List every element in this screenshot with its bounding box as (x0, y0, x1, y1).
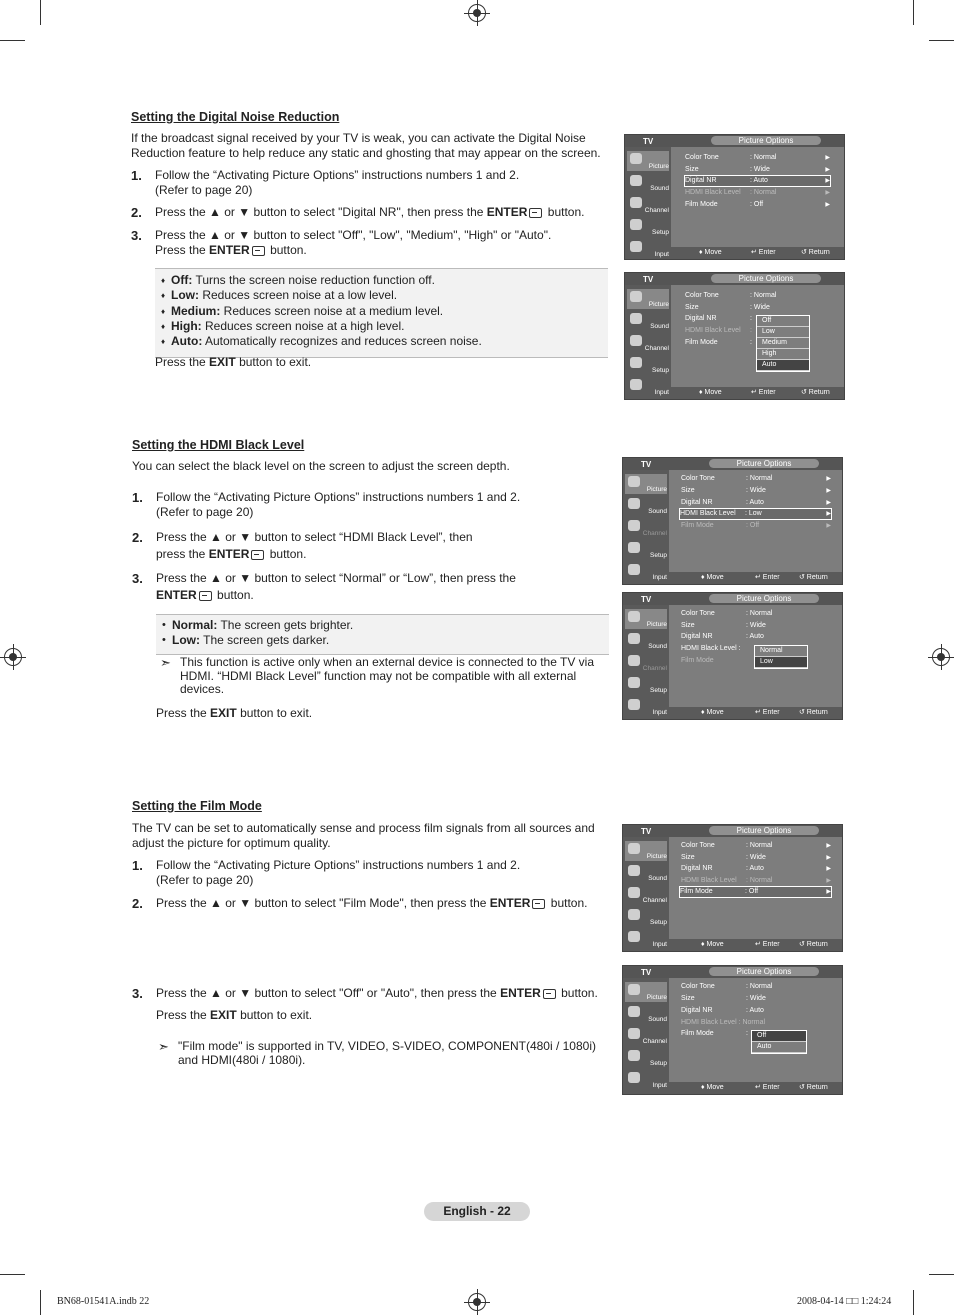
note-text: This function is active only when an external device is connected to the TV via HDMI. “HDMI Black Level” function may not be compatible with all external devices. (180, 655, 595, 696)
hdmi-heading: Setting the HDMI Black Level (132, 438, 305, 452)
sound-icon (630, 175, 642, 186)
osd-side-label: Sound (650, 185, 669, 192)
dropdown-option: Auto (752, 1042, 806, 1053)
osd-side-input: Input (625, 562, 667, 582)
step-text: Press the ▲ or ▼ button to select “Normal” or “Low”, then press the (156, 571, 516, 585)
osd-side-picture: Picture (627, 289, 669, 309)
osd-side-input: Input (627, 377, 669, 397)
step-text: button. (270, 243, 307, 257)
step-number: 1. (132, 490, 143, 505)
film-intro: The TV can be set to automatically sense and process film signals from all sources and adjust the picture for optimum quality. (132, 821, 595, 850)
dnr-intro: If the broadcast signal received by your TV is weak, you can activate the Digital Noise Reduction feature to help reduce any static and ghosting that may appear on the screen. (131, 131, 601, 160)
osd-side-setup: Setup (625, 907, 667, 927)
osd-header: TV Picture Options (623, 458, 842, 470)
enter-key-label: ENTER (486, 205, 528, 219)
osd-title: Picture Options (711, 136, 821, 145)
osd-side-sound: Sound (625, 863, 667, 883)
osd-row: HDMI Black Level : Normal ▶ (681, 877, 831, 884)
osd-row: Color Tone : Normal ▶ (681, 475, 831, 482)
dnr-step-2 (131, 205, 625, 220)
setup-icon (630, 219, 642, 230)
osd-side-input: Input (625, 929, 667, 949)
osd-row: Film Mode : (685, 339, 752, 346)
osd-row: Digital NR : Auto (681, 633, 764, 640)
osd-row: Film Mode : Off ▶ (685, 201, 830, 208)
setup-icon (628, 1050, 640, 1061)
option-text: Reduces screen noise at a high level. (201, 318, 405, 333)
osd-row: Size : Wide ▶ (681, 854, 831, 861)
step-number: 2. (131, 205, 142, 220)
note-arrow-icon: ➣ (160, 655, 171, 670)
dropdown-option: Low (757, 327, 809, 338)
sound-icon (628, 865, 640, 876)
sound-icon (628, 1006, 640, 1017)
osd-header (625, 135, 844, 147)
osd-screen (622, 457, 843, 585)
sound-icon (630, 313, 642, 324)
step-text: Press the ▲ or ▼ button to select "Off", "Low", "Medium", "High" or "Auto". Press the (155, 228, 552, 257)
option-label: High: (171, 318, 202, 333)
osd-footer: ♦ Move ↵ Enter ↺ Return (669, 572, 842, 584)
option-label: Off: (171, 273, 193, 287)
osd-row: HDMI Black Level : Normal ▶ (685, 189, 830, 196)
osd-screen (624, 134, 845, 260)
osd-sidebar (623, 605, 669, 719)
osd-side-sound (627, 173, 669, 193)
dropdown-option: High (757, 349, 809, 360)
hdmi-step-3 (132, 570, 516, 604)
registration-mark-icon (932, 648, 950, 666)
osd-side-label: Input (654, 251, 669, 258)
crop-mark (40, 0, 41, 25)
osd-side-input: Input (625, 1070, 667, 1090)
option-text: Automatically recognizes and reduces screen noise. (202, 334, 482, 349)
crop-mark (913, 0, 914, 25)
osd-footer: ♦ Move ↵ Enter ↺ Return (669, 707, 842, 719)
osd-screen (622, 965, 843, 1095)
footer-timestamp: 2008-04-14 □□ 1:24:24 (797, 1296, 892, 1307)
osd-side-picture: Picture (625, 841, 667, 861)
dropdown-option-selected: Off (752, 1031, 806, 1042)
channel-icon (630, 335, 642, 346)
film-step-3: 3. Press the ▲ or ▼ button to select "Off" or "Auto", then press the ENTER button. (132, 986, 598, 1001)
osd-sidebar (625, 285, 671, 399)
osd-footer: ♦ Move ↵ Enter ↺ Return (671, 247, 844, 259)
dropdown-option-selected: Auto (757, 360, 809, 371)
osd-row: Size : Wide (681, 995, 766, 1002)
osd-row: HDMI Black Level : (681, 645, 741, 652)
osd-footer: ♦ Move ↵ Enter ↺ Return (669, 939, 842, 951)
page-number: English - 22 (424, 1202, 530, 1221)
osd-side-picture: Picture (625, 474, 667, 494)
hdmi-exit: Press the EXIT button to exit. (156, 706, 313, 720)
dnr-step-1 (131, 168, 535, 198)
exit-text: button to exit. (239, 355, 312, 369)
osd-side-input (627, 239, 669, 259)
dnr-options-box (155, 268, 608, 358)
osd-side-label: Channel (644, 207, 669, 214)
osd-side-channel (627, 195, 669, 215)
osd-row: Digital NR : Auto ▶ (681, 865, 831, 872)
osd-side-picture: Picture (625, 609, 667, 629)
picture-icon (628, 476, 640, 487)
enter-key-label: ENTER (208, 547, 250, 561)
osd-row: Digital NR : Auto (681, 1007, 764, 1014)
osd-dropdown (751, 1030, 807, 1054)
film-step-2: 2. Press the ▲ or ▼ button to select "Film Mode", then press the ENTER button. (132, 896, 588, 911)
step-text: Press the ▲ or ▼ button to select “HDMI Black Level”, then press the (156, 530, 473, 561)
channel-icon (630, 197, 642, 208)
osd-side-picture: Picture (625, 982, 667, 1002)
setup-icon (628, 677, 640, 688)
option-label: Auto: (171, 334, 203, 349)
osd-row: HDMI Black Level : (685, 327, 752, 334)
film-exit: Press the EXIT button to exit. (156, 1008, 313, 1022)
step-text: button. (269, 547, 307, 561)
osd-row: Color Tone : Normal (685, 292, 777, 299)
osd-row: Film Mode : (681, 1030, 748, 1037)
osd-row: Digital NR : (685, 315, 752, 322)
input-icon (628, 931, 640, 942)
crop-mark (929, 1274, 954, 1275)
osd-side-channel: Channel (625, 518, 667, 538)
osd-header: TV Picture Options (623, 825, 842, 837)
osd-side-setup: Setup (625, 1048, 667, 1068)
option-item (155, 319, 608, 334)
input-icon (628, 564, 640, 575)
enter-icon (251, 550, 264, 560)
osd-sidebar (625, 147, 671, 259)
step-number: 3. (132, 571, 143, 586)
channel-icon (628, 655, 640, 666)
note-arrow-icon: ➣ (158, 1039, 169, 1054)
osd-side-channel: Channel (625, 885, 667, 905)
osd-side-sound: Sound (627, 311, 669, 331)
step-text: button. (547, 205, 585, 219)
osd-sidebar (623, 837, 669, 951)
osd-side-sound: Sound (625, 496, 667, 516)
osd-header: TV Picture Options (623, 966, 842, 978)
osd-row-selected: Film Mode : Off ▶ (680, 888, 831, 895)
crop-mark (913, 1290, 914, 1315)
hdmi-note (160, 655, 608, 697)
option-item (155, 288, 608, 303)
osd-row: Color Tone : Normal (681, 983, 773, 990)
film-step-1: 1. Follow the “Activating Picture Options” instructions numbers 1 and 2. (Refer to page 20) (132, 858, 521, 887)
crop-mark (0, 40, 25, 41)
dnr-exit (155, 355, 625, 370)
option-item: • Low: The screen gets darker. (156, 633, 609, 648)
dnr-heading: Setting the Digital Noise Reduction (131, 110, 340, 124)
osd-side-label: Picture (648, 163, 669, 170)
enter-icon (532, 899, 545, 909)
osd-side-channel: Channel (625, 1026, 667, 1046)
dnr-step-3 (131, 228, 575, 258)
dropdown-option-selected: Low (755, 657, 807, 668)
option-text: Turns the screen noise reduction function off. (192, 273, 435, 287)
osd-side-channel: Channel (625, 653, 667, 673)
osd-side-setup: Setup (625, 540, 667, 560)
enter-icon (543, 989, 556, 999)
osd-row: Color Tone : Normal (681, 610, 773, 617)
picture-icon (630, 291, 642, 302)
step-text: button. (217, 588, 254, 602)
osd-dropdown (754, 645, 808, 669)
dropdown-option: Medium (757, 338, 809, 349)
crop-mark (0, 1274, 25, 1275)
osd-side-sound: Sound (625, 631, 667, 651)
osd-row: Size : Wide (681, 622, 766, 629)
exit-text: Press the (155, 355, 206, 369)
osd-screen (622, 824, 843, 952)
enter-key-label: ENTER (156, 588, 197, 602)
enter-icon (252, 246, 265, 256)
option-label: Low: (171, 288, 199, 303)
picture-icon (628, 843, 640, 854)
osd-row: Color Tone : Normal ▶ (681, 842, 831, 849)
enter-icon (199, 591, 212, 601)
registration-mark-icon (468, 4, 486, 22)
option-item (155, 304, 608, 319)
channel-icon (628, 887, 640, 898)
setup-icon (628, 909, 640, 920)
osd-side-sound: Sound (625, 1004, 667, 1024)
enter-icon (529, 208, 542, 218)
osd-screen (624, 272, 845, 400)
step-number: 1. (131, 168, 142, 183)
option-item (155, 273, 608, 288)
input-icon (628, 1072, 640, 1083)
osd-side-channel: Channel (627, 333, 669, 353)
osd-footer: ♦ Move ↵ Enter ↺ Return (671, 387, 844, 399)
option-label: Medium: (171, 303, 221, 318)
osd-side-input: Input (625, 697, 667, 717)
registration-mark-icon (468, 1293, 486, 1311)
osd-row: Size : Wide ▶ (681, 487, 831, 494)
enter-key-label: ENTER (209, 243, 250, 257)
option-item: • Normal: The screen gets brighter. (156, 618, 609, 633)
option-text: Reduces screen noise at a low level. (199, 288, 398, 303)
osd-dropdown (756, 315, 810, 372)
channel-icon (628, 1028, 640, 1039)
osd-row-selected: HDMI Black Level : Low ▶ (680, 510, 831, 517)
setup-icon (628, 542, 640, 553)
osd-row: Color Tone : Normal ▶ (685, 154, 830, 161)
picture-icon (628, 611, 640, 622)
option-text: Reduces screen noise at a medium level. (220, 303, 444, 318)
osd-row: Size : Wide (685, 304, 770, 311)
osd-row: Film Mode : Off ▶ (681, 522, 831, 529)
osd-tv-label: TV (643, 137, 654, 146)
film-note: ➣ "Film mode" is supported in TV, VIDEO, S-VIDEO, COMPONENT(480i / 1080i) and HDMI(480i / 1080i). (158, 1039, 596, 1067)
picture-icon (630, 153, 642, 164)
exit-key-label: EXIT (209, 355, 236, 369)
osd-side-setup (627, 217, 669, 237)
osd-side-label: Setup (652, 229, 669, 236)
crop-mark (40, 1290, 41, 1315)
registration-mark-icon (4, 648, 22, 666)
step-text: Press the ▲ or ▼ button to select "Digital NR", then press the (155, 205, 484, 219)
osd-row-selected: Digital NR : Auto ▶ (685, 177, 830, 184)
osd-screen (622, 592, 843, 720)
step-text: Follow the “Activating Picture Options” instructions numbers 1 and 2. (Refer to page 20) (156, 490, 521, 519)
step-text: Follow the “Activating Picture Options” instructions numbers 1 and 2. (Refer to page 20) (155, 168, 520, 197)
osd-sidebar (623, 978, 669, 1094)
input-icon (630, 379, 642, 390)
osd-footer: ♦ Move ↵ Enter ↺ Return (669, 1082, 842, 1094)
hdmi-step-2 (132, 529, 496, 563)
dropdown-option: Off (757, 316, 809, 327)
film-heading: Setting the Film Mode (132, 799, 262, 813)
channel-icon (628, 520, 640, 531)
dropdown-option: Normal (755, 646, 807, 657)
osd-side-setup: Setup (625, 675, 667, 695)
setup-icon (630, 357, 642, 368)
osd-sidebar (623, 470, 669, 584)
hdmi-step-1 (132, 490, 536, 520)
input-icon (628, 699, 640, 710)
option-item (155, 334, 608, 349)
footer-file: BN68-01541A.indb 22 (57, 1296, 150, 1307)
osd-row: Size : Wide ▶ (685, 166, 830, 173)
osd-header: TV Picture Options (623, 593, 842, 605)
hdmi-intro: You can select the black level on the screen to adjust the screen depth. (132, 459, 510, 473)
osd-row: Film Mode (681, 657, 714, 664)
step-number: 2. (132, 530, 143, 545)
picture-icon (628, 984, 640, 995)
osd-header: TV Picture Options (625, 273, 844, 285)
sound-icon (628, 633, 640, 644)
input-icon (630, 241, 642, 252)
osd-row: Digital NR : Auto ▶ (681, 499, 831, 506)
osd-side-setup: Setup (627, 355, 669, 375)
sound-icon (628, 498, 640, 509)
crop-mark (929, 40, 954, 41)
step-number: 3. (131, 228, 142, 243)
hdmi-options-box (156, 614, 609, 655)
osd-row: HDMI Black Level : Normal (681, 1019, 766, 1026)
osd-side-picture (627, 151, 669, 171)
